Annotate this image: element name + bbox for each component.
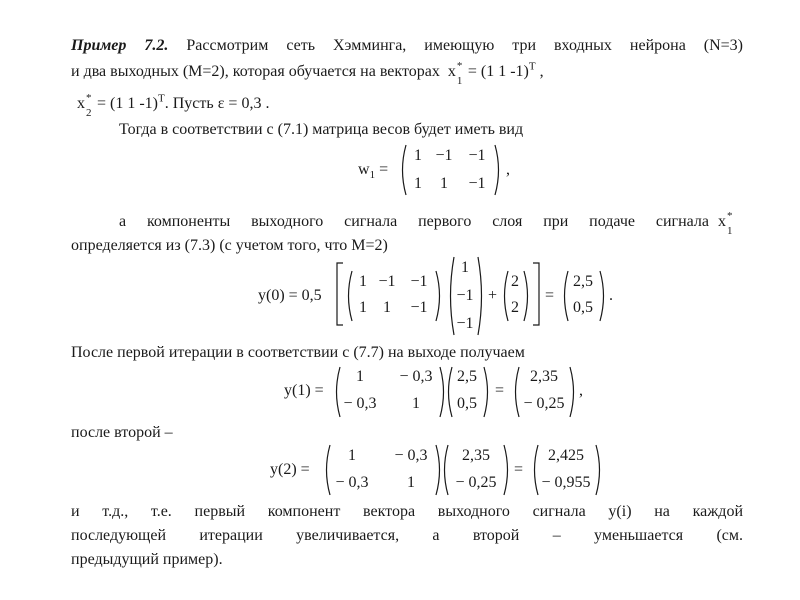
w1-cell: 1 bbox=[414, 175, 422, 192]
para1-text2: и два выходных (M=2), которая обучается на векторах bbox=[71, 63, 440, 80]
y2-m-cell: 1 bbox=[407, 474, 415, 491]
y0-equals: = bbox=[545, 287, 555, 304]
para6-line2: последующей итерации увеличивается, а второй – уменьшается (см. bbox=[71, 527, 743, 544]
y0-w-cell: 1 bbox=[359, 299, 367, 316]
y0-w-cell: 1 bbox=[359, 273, 367, 290]
w1-cell: 1 bbox=[440, 175, 448, 192]
y0-vec-cell: 1 bbox=[461, 259, 469, 276]
y1-label: y(1) = bbox=[284, 382, 324, 399]
y0-w-right-paren bbox=[434, 270, 444, 322]
y2-m-cell: − 0,3 bbox=[335, 474, 369, 491]
y2-vec-right-paren bbox=[502, 444, 512, 496]
para4-text: После первой итерации в соответствии с (7.7) на выходе получаем bbox=[71, 344, 525, 361]
y1-m-cell: 1 bbox=[412, 395, 420, 412]
para1-line3 bbox=[77, 92, 270, 119]
y0-vec-cell: −1 bbox=[456, 315, 474, 332]
y0-w-left-paren bbox=[344, 270, 354, 322]
y2-m-cell: − 0,3 bbox=[394, 447, 428, 464]
y1-m-cell: − 0,3 bbox=[399, 368, 433, 385]
para1-line1 bbox=[71, 36, 743, 56]
para6-line1: и т.д., т.е. первый компонент вектора выходного сигнала y(i) на каждой bbox=[71, 503, 743, 520]
y0-result-cell: 2,5 bbox=[573, 273, 593, 290]
y0-vec-right-paren bbox=[476, 256, 486, 336]
para3-line2: определяется из (7.3) (с учетом того, что M=2) bbox=[71, 237, 388, 254]
y1-vec-cell: 0,5 bbox=[457, 395, 477, 412]
example-heading: Пример 7.2. bbox=[71, 37, 169, 54]
vector-x1-star: x * 1 bbox=[447, 60, 463, 87]
y0-add-right-paren bbox=[522, 270, 532, 322]
y0-vec-cell: −1 bbox=[456, 287, 474, 304]
y1-result-cell: − 0,25 bbox=[523, 395, 565, 412]
epsilon-text: . Пусть ε = 0,3 . bbox=[164, 95, 270, 112]
y1-result-right-paren bbox=[568, 366, 578, 418]
y0-label: y(0) = 0,5 bbox=[258, 287, 322, 304]
y1-equals: = bbox=[495, 382, 505, 399]
y0-outer-right-bracket bbox=[532, 262, 540, 326]
y2-result-cell: 2,425 bbox=[548, 447, 584, 464]
y2-result-cell: − 0,955 bbox=[541, 474, 591, 491]
y0-result-right-paren bbox=[598, 270, 608, 322]
y0-result-cell: 0,5 bbox=[573, 299, 593, 316]
para1-text1: Рассмотрим сеть Хэмминга, имеющую три входных нейрона (N=3) bbox=[168, 37, 744, 54]
y0-add-cell: 2 bbox=[511, 299, 519, 316]
y2-result-right-paren bbox=[594, 444, 604, 496]
w1-cell: −1 bbox=[468, 147, 486, 164]
w1-cell: −1 bbox=[435, 147, 453, 164]
w1-right-paren bbox=[493, 144, 503, 196]
y1-m-cell: 1 bbox=[356, 368, 364, 385]
y1-m-cell: − 0,3 bbox=[343, 395, 377, 412]
y0-plus: + bbox=[488, 287, 498, 304]
y0-w-cell: 1 bbox=[383, 299, 391, 316]
vector-x1-star-inline: x * 1 bbox=[718, 210, 733, 237]
y2-label: y(2) = bbox=[270, 461, 310, 478]
w1-label: $w_1$ = bbox=[358, 161, 389, 182]
y1-vec-cell: 2,5 bbox=[457, 368, 477, 385]
para3-line1: а компоненты выходного сигнала первого слоя при подаче сигнала bbox=[119, 213, 709, 230]
para5-text: после второй – bbox=[71, 424, 173, 441]
w1-cell: 1 bbox=[414, 147, 422, 164]
y0-period: . bbox=[609, 287, 613, 304]
y2-vec-cell: − 0,25 bbox=[455, 474, 497, 491]
x1-transpose: T bbox=[528, 60, 536, 73]
y0-add-cell: 2 bbox=[511, 273, 519, 290]
y0-outer-left-bracket bbox=[336, 262, 344, 326]
y1-result-cell: 2,35 bbox=[530, 368, 558, 385]
para2-text: Тогда в соответствии с (7.1) матрица весов будет иметь вид bbox=[119, 121, 524, 138]
y2-equals: = bbox=[514, 461, 524, 478]
y0-w-cell: −1 bbox=[410, 273, 428, 290]
x1-value: = (1 1 -1) bbox=[463, 63, 529, 80]
y0-w-cell: −1 bbox=[378, 273, 396, 290]
x2-transpose: T bbox=[158, 92, 165, 105]
y2-m-cell: 1 bbox=[348, 447, 356, 464]
w1-left-paren bbox=[398, 144, 408, 196]
para1-line2: и два выходных (M=2), которая обучается на векторах x * 1 = (1 1 -1)$^T$ , bbox=[71, 60, 544, 87]
x2-value: = (1 1 -1) bbox=[93, 95, 159, 112]
y0-w-cell: −1 bbox=[410, 299, 428, 316]
y1-vec-right-paren bbox=[482, 366, 492, 418]
w1-cell: −1 bbox=[468, 175, 486, 192]
para6-line3: предыдущий пример). bbox=[71, 551, 223, 568]
w1-comma: , bbox=[506, 161, 510, 178]
y1-comma: , bbox=[579, 382, 583, 399]
y2-vec-cell: 2,35 bbox=[462, 447, 490, 464]
vector-x2-star: x * 2 bbox=[77, 92, 92, 119]
